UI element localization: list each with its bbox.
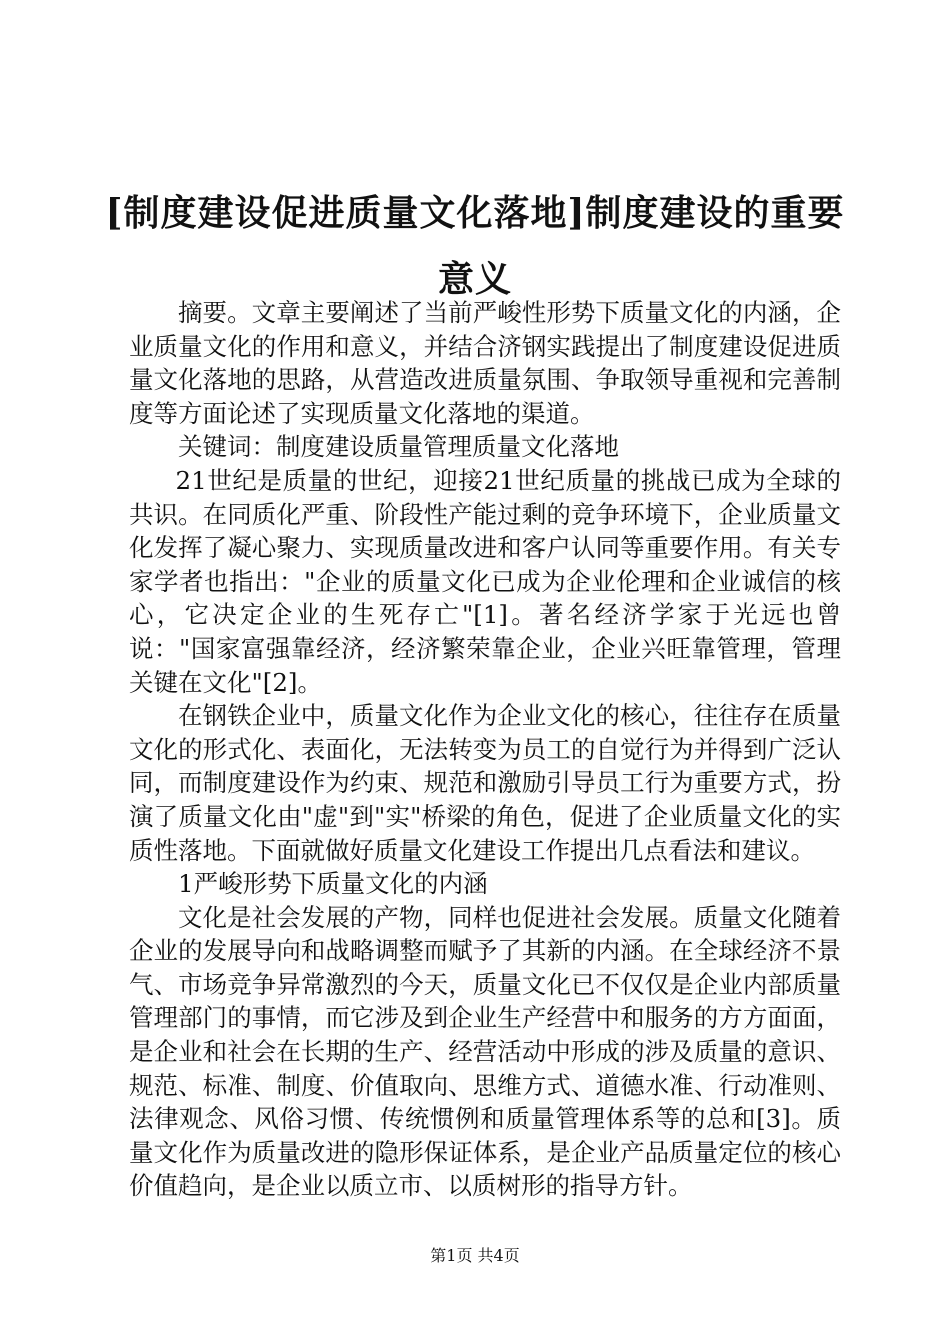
- section-heading: 1严峻形势下质量文化的内涵: [178, 869, 488, 899]
- document-title: [制度建设促进质量文化落地]制度建设的重要意义: [105, 192, 845, 300]
- abstract-paragraph: 摘要。文章主要阐述了当前严峻性形势下质量文化的内涵，企业质量文化的作用和意义，并结合济钢实践提出了制度建设促进质量文化落地的思路，从营造改进质量氛围、争取领导重视和完善制度等方面论述了实现质量文化落地的渠道。: [129, 298, 841, 428]
- body-paragraph: 21世纪是质量的世纪，迎接21世纪质量的挑战已成为全球的共识。在同质化严重、阶段性产能过剩的竞争环境下，企业质量文化发挥了凝心聚力、实现质量改进和客户认同等重要作用。有关专家学者也指出："企业的质量文化已成为企业伦理和企业诚信的核心，它决定企业的生死存亡"[1]。著名经济学家于光远也曾说："国家富强靠经济，经济繁荣靠企业，企业兴旺靠管理，管理关键在文化"[2]。: [129, 465, 841, 697]
- keywords-paragraph: 关键词：制度建设质量管理质量文化落地: [178, 432, 619, 462]
- body-paragraph: 文化是社会发展的产物，同样也促进社会发展。质量文化随着企业的发展导向和战略调整而赋予了其新的内涵。在全球经济不景气、市场竞争异常激烈的今天，质量文化已不仅仅是企业内部质量管理部门的事情，而它涉及到企业生产经营中和服务的方方面面，是企业和社会在长期的生产、经营活动中形成的涉及质量的意识、规范、标准、制度、价值取向、思维方式、道德水准、行动准则、法律观念、风俗习惯、传统惯例和质量管理体系等的总和[3]。质量文化作为质量改进的隐形保证体系，是企业产品质量定位的核心价值趋向，是企业以质立市、以质树形的指导方针。: [129, 902, 841, 1201]
- body-paragraph: 在钢铁企业中，质量文化作为企业文化的核心，往往存在质量文化的形式化、表面化，无法转变为员工的自觉行为并得到广泛认同，而制度建设作为约束、规范和激励引导员工行为重要方式，扮演了质量文化由"虚"到"实"桥梁的角色，促进了企业质量文化的实质性落地。下面就做好质量文化建设工作提出几点看法和建议。: [129, 701, 841, 865]
- page-footer: 第1页 共4页: [430, 1246, 520, 1265]
- document-body: [129, 296, 841, 1203]
